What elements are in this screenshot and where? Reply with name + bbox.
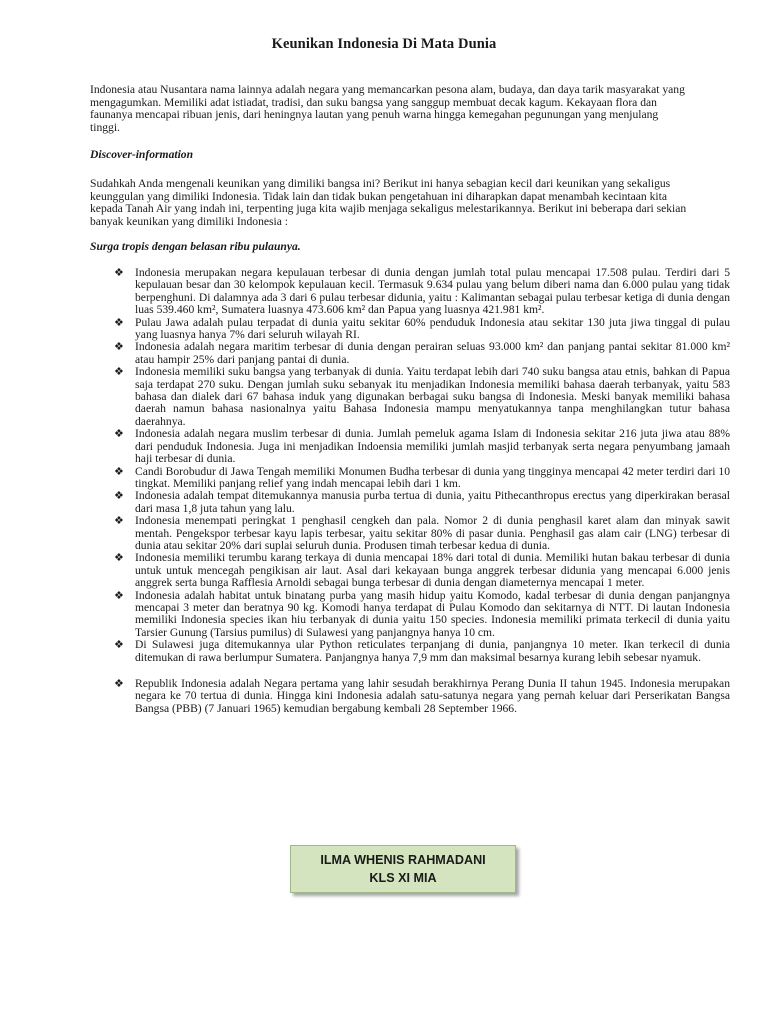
list-item <box>112 428 730 465</box>
diamond-bullet-icon: ❖ <box>114 428 124 441</box>
list-item <box>112 317 730 342</box>
author-class: KLS XI MIA <box>369 871 437 885</box>
diamond-bullet-icon: ❖ <box>114 552 124 565</box>
list-item-text: Pulau Jawa adalah pulau terpadat di dunia yaitu sekitar 60% penduduk Indonesia atau sekitar 130 juta jiwa tinggal di pulau yang luasnya hanya 7% dari seluruh wilayah RI. <box>135 315 730 342</box>
diamond-bullet-icon: ❖ <box>114 465 124 478</box>
list-item-text: Indonesia adalah negara muslim terbesar di dunia. Jumlah pemeluk agama Islam di Indonesia sekitar 216 juta jiwa atau 88% dari penduduk Indonesia. Juga ini menjadikan Indoensia memiliki jumlah masjid terbanyak serta negara penyumbang jamaah haji terbesar di dunia. <box>135 427 730 466</box>
author-name-box <box>290 845 516 893</box>
list-item-text: Indonesia memiliki suku bangsa yang terbanyak di dunia. Yaitu terdapat lebih dari 740 suku bangsa atau etnis, bahkan di Papua saja terdapat 270 suku. Dengan jumlah suku sebanyak itu menjadikan Indonesia memiliki bahasa daerah terbanyak, yaitu 583 bahasa dan dialek dari 67 bahasa induk yang digunakan berbagai suku bangsa di Indonesia. Meski banyak memiliki bahasa daerah namun bahasa nasionalnya yaitu Bahasa Indonesia mampu menyatukannya tanpa menghilangkan tutur bahasa daerahnya. <box>135 365 730 428</box>
list-item <box>112 366 730 428</box>
list-item-text: Di Sulawesi juga ditemukannya ular Python reticulates terpanjang di dunia, panjangnya 10 meter. Ikan terkecil di dunia ditemukan di rawa berlumpur Sumatera. Panjangnya hanya 7,9 mm dan maksimal besarnya kurang lebih sebesar nyamuk. <box>135 638 730 664</box>
discover-paragraph: Sudahkah Anda mengenali keunikan yang dimiliki bangsa ini? Berikut ini hanya sebagian kecil dari keunikan yang sekaligus keunggulan yang dimiliki Indonesia. Tidak lain dan tidak bukan pengetahuan ini diharapkan dapat menambah kecintaan kita kepada Tanah Air yang indah ini, terpenting juga kita wajib menjaga sekaligus melestarikannya. Berikut ini beberapa dari sekian banyak keunikan yang dimiliki Indonesia : <box>90 177 687 228</box>
diamond-bullet-icon: ❖ <box>114 678 124 690</box>
document-title: Keunikan Indonesia Di Mata Dunia <box>271 36 497 52</box>
diamond-bullet-icon: ❖ <box>114 515 124 528</box>
list-item <box>112 466 730 491</box>
diamond-bullet-icon: ❖ <box>114 589 124 602</box>
list-item-text: Indonesia menempati peringkat 1 penghasil cengkeh dan pala. Nomor 2 di dunia penghasil karet alam dan minyak sawit mentah. Pengekspor terbesar kayu lapis terbesar, yaitu sekitar 80% di pasar dunia. Penghasil gas alam cair (LNG) terbesar di dunia atau sekitar 20% dari suplai seluruh dunia. Produsen timah terbesar kedua di dunia. <box>135 514 730 552</box>
list-item-text: Republik Indonesia adalah Negara pertama yang lahir sesudah berakhirnya Perang Dunia II tahun 1945. Indonesia merupakan negara ke 70 tertua di dunia. Hingga kini Indonesia adalah satu-satunya negara yang pernah keluar dari Perserikatan Bangsa Bangsa (PBB) (7 Januari 1965) kemudian bergabung kembali 28 September 1966. <box>135 677 730 715</box>
section-heading-surga-tropis: Surga tropis dengan belasan ribu pulaunya. <box>90 240 301 253</box>
diamond-bullet-icon: ❖ <box>114 341 124 354</box>
diamond-bullet-icon: ❖ <box>114 490 124 503</box>
diamond-bullet-icon: ❖ <box>114 639 124 652</box>
diamond-bullet-icon: ❖ <box>114 267 124 279</box>
list-item <box>112 515 730 552</box>
list-item-text: Indonesia adalah tempat ditemukannya manusia purba tertua di dunia, yaitu Pithecanthropus erectus yang diperkirakan berasal dari masa 1,8 juta tahun yang lalu. <box>135 489 730 515</box>
diamond-bullet-icon: ❖ <box>114 316 124 329</box>
section-heading-discover: Discover-information <box>90 148 194 161</box>
keunikan-list <box>112 267 730 715</box>
list-item <box>112 590 730 640</box>
author-name: ILMA WHENIS RAHMADANI <box>320 853 486 867</box>
list-item <box>112 639 730 664</box>
list-item <box>112 678 730 715</box>
diamond-bullet-icon: ❖ <box>114 366 124 379</box>
intro-paragraph: Indonesia atau Nusantara nama lainnya adalah negara yang memancarkan pesona alam, budaya, dan daya tarik masyarakat yang mengagumkan. Memiliki adat istiadat, tradisi, dan suku bangsa yang sanggup membuat decak kagum. Kekayaan flora dan faunanya mencapai ribuan jenis, dari heningnya lautan yang penuh warna hingga kemegahan pegunungan yang menjulang tinggi. <box>90 83 685 134</box>
list-item-text: Indonesia adalah habitat untuk binatang purba yang masih hidup yaitu Komodo, kadal terbesar di dunia dengan panjangnya mencapai 3 meter dan beratnya 90 kg. Komodi hanya terdapat di Pulau Komodo dan sekitarnya di NTT. Di lautan Indonesia memiliki Indonesia species ikan hiu terbanyak di dunia yaitu 150 species. Indonesia memiliki primata terkecil di dunia yaitu Tarsier Gunung (Tarsius pumilus) di Sulawesi yang panjangnya hanya 10 cm. <box>135 588 730 639</box>
list-item-text: Indonesia adalah negara maritim terbesar di dunia dengan perairan seluas 93.000 km² dan panjang pantai sekitar 81.000 km² atau hampir 25% dari panjang pantai di dunia. <box>135 340 730 366</box>
list-item <box>112 267 730 317</box>
list-item <box>112 341 730 366</box>
list-item <box>112 552 730 589</box>
list-item-text: Candi Borobudur di Jawa Tengah memiliki Monumen Budha terbesar di dunia yang tingginya mencapai 42 meter terdiri dari 10 tingkat. Memiliki panjang relief yang indah mencapai lebih dari 1 km. <box>135 464 730 490</box>
list-item-text: Indonesia merupakan negara kepulauan terbesar di dunia dengan jumlah total pulau mencapai 17.508 pulau. Terdiri dari 5 kepulauan besar dan 30 kelompok kepulauan kecil. Termasuk 9.634 pulau yang belum diberi nama dan 6.000 pulau yang tidak berpenghuni. Di dalamnya ada 3 dari 6 pulau terbesar didunia, yaitu : Kalimantan sebagai pulau terbesar ketiga di dunia dengan luas 539.460 km², Sumatera luasnya 473.606 km² dan Papua yang luasnya 421.981 km². <box>135 266 730 317</box>
list-item <box>112 490 730 515</box>
list-item-text: Indonesia memiliki terumbu karang terkaya di dunia mencapai 18% dari total di dunia. Memiliki hutan bakau terbesar di dunia untuk untuk mencegah pengikisan air laut. Asal dari kekayaan bunga anggrek terbesar didunia yang mencapai 6.000 jenis anggrek serta bunga Rafflesia Arnoldi sebagai bunga terbesar di dunia dengan diameternya mencapai 1 meter. <box>135 551 730 590</box>
